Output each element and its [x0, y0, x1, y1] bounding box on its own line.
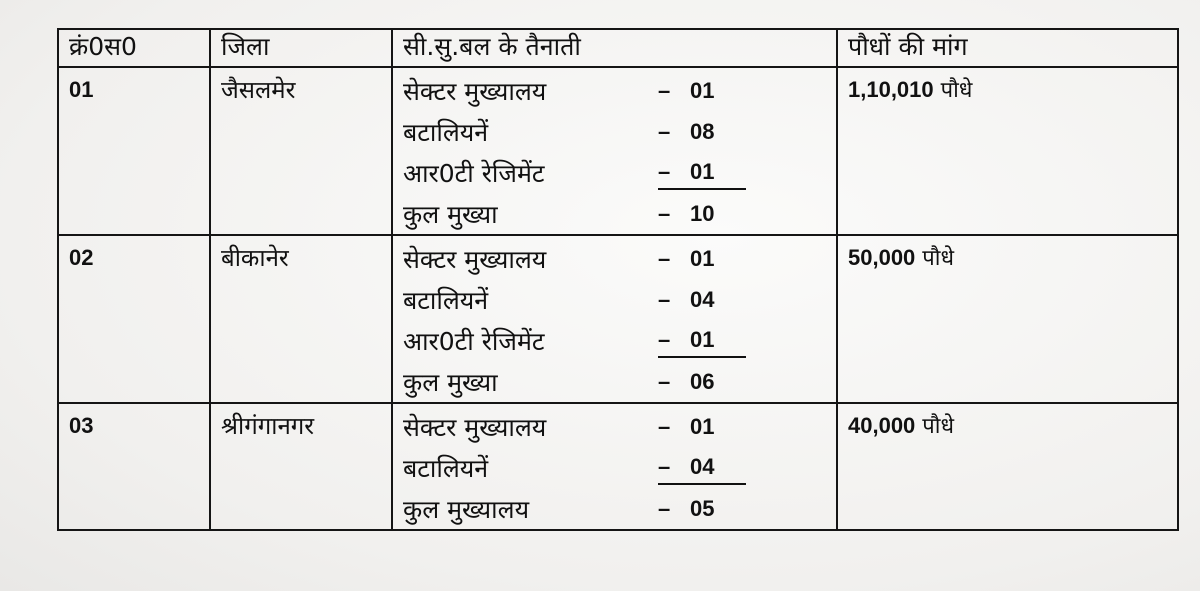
district-name: श्रीगंगानगर	[221, 412, 315, 440]
deployment-label: सेक्टर मुख्यालय	[403, 412, 547, 442]
demand-unit: पौधे	[940, 78, 973, 103]
deployment-dash: –	[658, 200, 671, 226]
serial-number: 03	[69, 413, 94, 438]
deployment-cell	[392, 67, 837, 235]
header-plant-demand: पौधों की मांग	[837, 29, 1178, 67]
table-row	[58, 67, 1178, 235]
header-district: जिला	[210, 29, 392, 67]
deployment-line	[403, 279, 836, 320]
deployment-dash: –	[658, 245, 671, 271]
demand-cell	[837, 403, 1178, 530]
deployment-line	[403, 361, 836, 402]
demand-unit: पौधे	[922, 414, 955, 439]
deployment-dash: –	[658, 77, 671, 103]
deployment-line	[403, 447, 836, 488]
deployment-cell	[392, 235, 837, 403]
deployment-line	[403, 152, 836, 193]
header-deployment: सी.सु.बल के तैनाती	[392, 29, 837, 67]
district-cell	[210, 67, 392, 235]
deployment-label: कुल मुख्या	[403, 367, 498, 397]
deployment-label: सेक्टर मुख्यालय	[403, 244, 547, 274]
deployment-label: आर0टी रेजिमेंट	[403, 326, 545, 356]
deployment-dash: –	[658, 413, 671, 439]
deployment-line	[403, 70, 836, 111]
header-serial: क्रं0स0	[58, 29, 210, 67]
deployment-value: 01	[690, 326, 715, 352]
district-name: बीकानेर	[221, 244, 289, 272]
deployment-dash: –	[658, 495, 671, 521]
deployment-dash: –	[658, 368, 671, 394]
deployment-dash: –	[658, 158, 671, 184]
deployment-dash: –	[658, 453, 671, 479]
deployment-value: 05	[690, 495, 715, 521]
deployment-value: 06	[690, 368, 715, 394]
serial-cell	[58, 403, 210, 530]
deployment-value: 04	[690, 286, 715, 312]
demand-count: 50,000	[848, 245, 916, 270]
deployment-value: 10	[690, 200, 715, 226]
serial-number: 02	[69, 245, 94, 270]
district-cell	[210, 235, 392, 403]
serial-cell	[58, 67, 210, 235]
deployment-value: 01	[690, 77, 715, 103]
deployment-label: कुल मुख्यालय	[403, 494, 530, 524]
deployment-line	[403, 488, 836, 529]
table-body	[58, 67, 1178, 530]
deployment-line	[403, 193, 836, 234]
deployment-line	[403, 238, 836, 279]
district-cell	[210, 403, 392, 530]
deployment-value: 08	[690, 118, 715, 144]
demand-cell	[837, 67, 1178, 235]
deployment-value: 01	[690, 158, 715, 184]
deployment-value: 01	[690, 413, 715, 439]
table-row	[58, 235, 1178, 403]
deployment-dash: –	[658, 286, 671, 312]
demand-cell	[837, 235, 1178, 403]
deployment-value: 01	[690, 245, 715, 271]
deployment-dash: –	[658, 326, 671, 352]
deployment-table	[57, 28, 1179, 531]
table-row	[58, 403, 1178, 530]
deployment-label: सेक्टर मुख्यालय	[403, 76, 547, 106]
deployment-label: आर0टी रेजिमेंट	[403, 158, 545, 188]
deployment-label: बटालियनें	[403, 117, 489, 147]
deployment-cell	[392, 403, 837, 530]
header-row	[58, 29, 1178, 67]
deployment-line	[403, 406, 836, 447]
deployment-value: 04	[690, 453, 715, 479]
demand-unit: पौधे	[922, 246, 955, 271]
district-name: जैसलमेर	[221, 76, 296, 104]
deployment-label: बटालियनें	[403, 453, 489, 483]
deployment-label: कुल मुख्या	[403, 199, 498, 229]
serial-cell	[58, 235, 210, 403]
demand-count: 40,000	[848, 413, 916, 438]
deployment-line	[403, 111, 836, 152]
deployment-label: बटालियनें	[403, 285, 489, 315]
serial-number: 01	[69, 77, 94, 102]
deployment-dash: –	[658, 118, 671, 144]
deployment-line	[403, 320, 836, 361]
demand-count: 1,10,010	[848, 77, 934, 102]
